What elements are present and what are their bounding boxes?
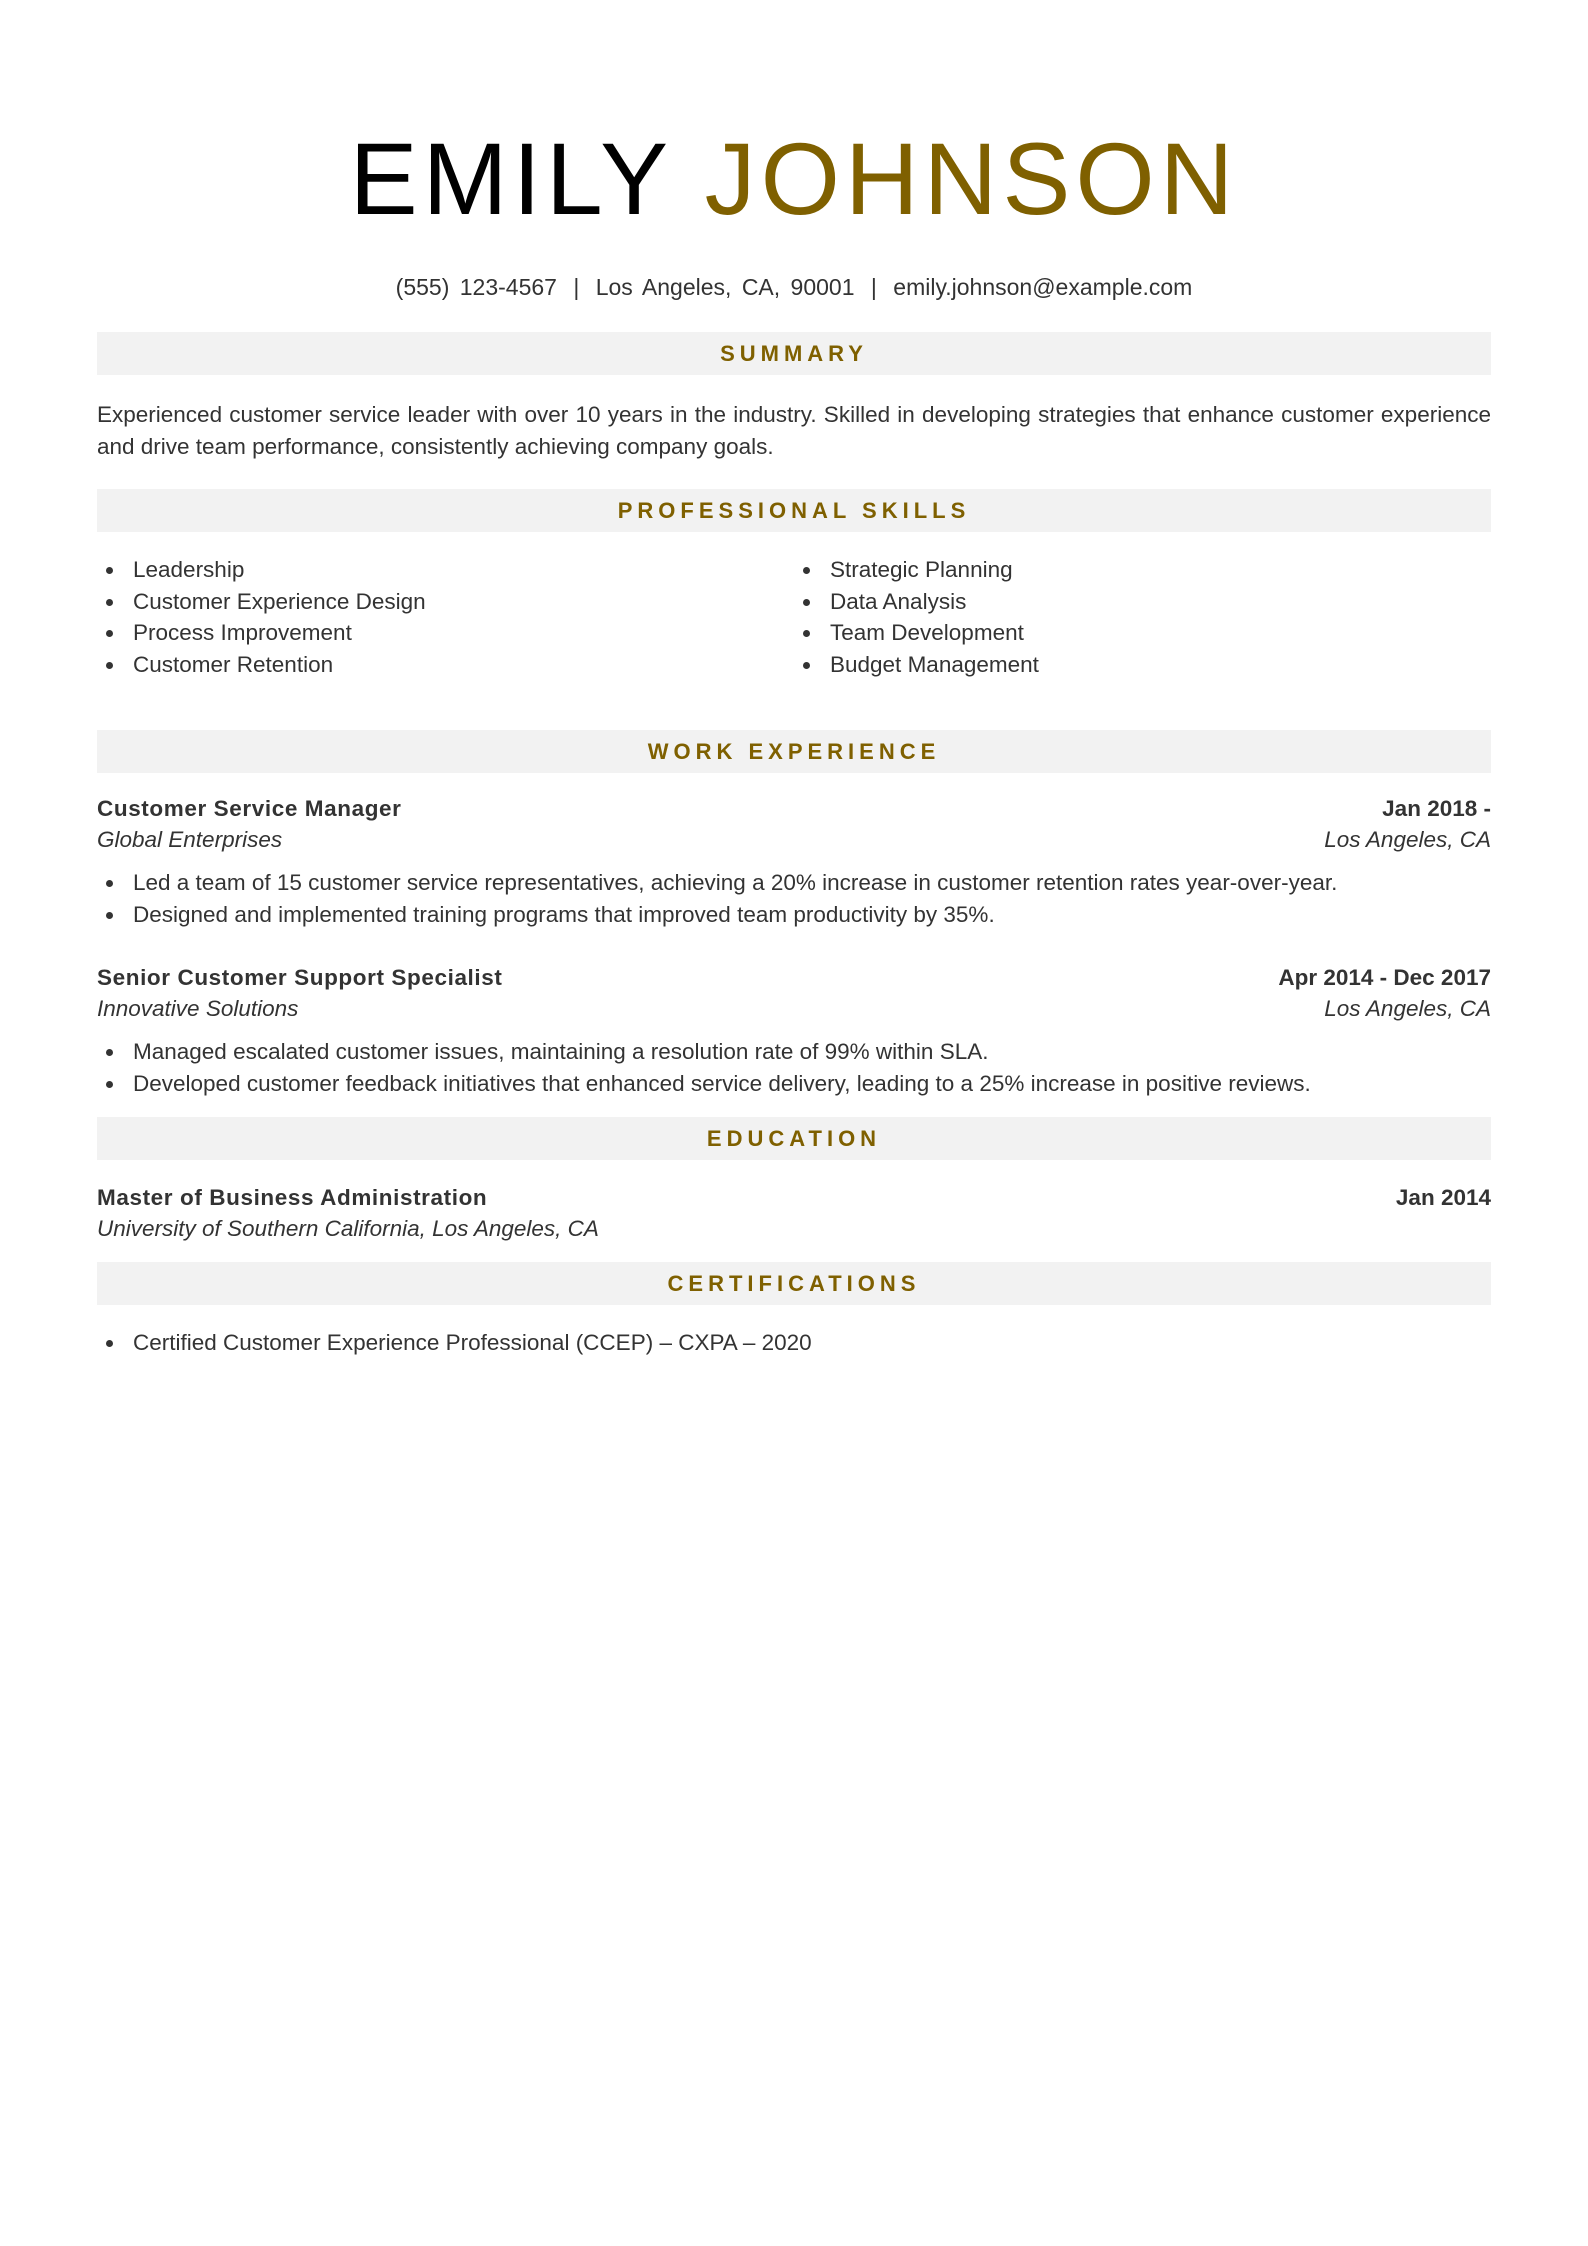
education-subheader [97,1213,1491,1244]
skills-right-column [794,554,1491,680]
skill-item: Customer Experience Design [97,586,794,618]
skills-grid [97,554,1491,680]
skill-item: Leadership [97,554,794,586]
job-date: Jan 2018 - [1382,796,1491,821]
job-location: Los Angeles, CA [1324,827,1491,852]
job-subheader [97,993,1491,1024]
job-title: Senior Customer Support Specialist [97,965,503,990]
first-name: EMILY [349,122,672,236]
skill-item: Process Improvement [97,617,794,649]
school: University of Southern California, Los Angeles, CA [97,1216,599,1241]
job-header [97,962,1491,993]
education-date: Jan 2014 [1395,1185,1491,1210]
job-location: Los Angeles, CA [1324,996,1491,1021]
phone: (555) 123-4567 [395,274,557,300]
job-bullet: Led a team of 15 customer service representatives, achieving a 20% increase in customer retention rates year-over-year. [97,867,1491,899]
job-header [97,793,1491,824]
job-bullet: Developed customer feedback initiatives that enhanced service delivery, leading to a 25% increase in positive reviews. [97,1068,1491,1100]
job-bullets [97,867,1491,930]
address: Los Angeles, CA, 90001 [595,274,855,300]
skill-item: Budget Management [794,649,1491,681]
job-entry [97,962,1491,1099]
skills-left-column [97,554,794,680]
job-company: Innovative Solutions [97,996,299,1021]
job-title: Customer Service Manager [97,796,402,821]
education-header [97,1182,1491,1213]
degree: Master of Business Administration [97,1185,488,1210]
certification-item: Certified Customer Experience Professional (CCEP) – CXPA – 2020 [97,1327,1491,1359]
skill-item: Strategic Planning [794,554,1491,586]
job-subheader [97,824,1491,855]
certifications-list [97,1327,1491,1359]
summary-text: Experienced customer service leader with over 10 years in the industry. Skilled in developing strategies that enhance customer experience and drive team performance, consistently achieving company goals. [97,402,1491,459]
skills-heading: PROFESSIONAL SKILLS [97,489,1491,532]
email: emily.johnson@example.com [893,274,1193,300]
contact-line [97,272,1491,302]
summary-heading: SUMMARY [97,332,1491,375]
skill-item: Customer Retention [97,649,794,681]
job-bullet: Managed escalated customer issues, maintaining a resolution rate of 99% within SLA. [97,1036,1491,1068]
skill-item: Team Development [794,617,1491,649]
job-date: Apr 2014 - Dec 2017 [1278,965,1491,990]
contact-separator: | [870,274,877,300]
candidate-name [97,0,1491,234]
certifications-heading: CERTIFICATIONS [97,1262,1491,1305]
experience-heading: WORK EXPERIENCE [97,730,1491,773]
education-entry [97,1182,1491,1244]
skill-item: Data Analysis [794,586,1491,618]
job-bullets [97,1036,1491,1099]
contact-separator: | [573,274,580,300]
last-name: JOHNSON [704,122,1239,236]
education-heading: EDUCATION [97,1117,1491,1160]
job-entry [97,793,1491,930]
job-company: Global Enterprises [97,827,283,852]
job-bullet: Designed and implemented training programs that improved team productivity by 35%. [97,899,1491,931]
